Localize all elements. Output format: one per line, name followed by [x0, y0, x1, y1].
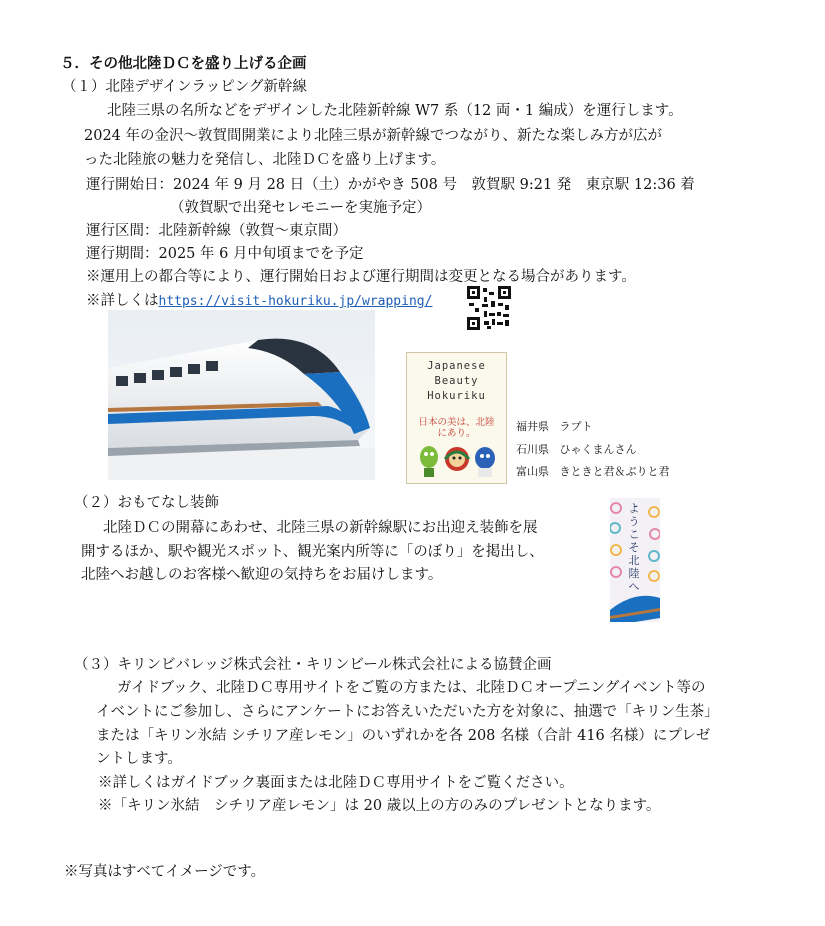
mascot-name: ラプト: [559, 420, 593, 433]
mascot-name: ひゃくまんさん: [559, 443, 637, 456]
start-date-line: 運行開始日：2024 年 9 月 28 日（土）かがやき 508 号 敦賀駅 9:21 発 東京駅 12:36 着: [86, 177, 695, 193]
mascot-pref: 富山県: [516, 465, 549, 478]
dc-poster: [406, 352, 507, 484]
route-line: 運行区間：北陸新幹線（敦賀～東京間）: [86, 223, 347, 239]
item3-line-2: イベントにご参加し、さらにアンケートにお答えいただいた方を対象に、抽選で「キリン生茶」: [96, 704, 719, 720]
item1-line-3: った北陸旅の魅力を発信し、北陸ＤＣを盛り上げます。: [84, 152, 446, 168]
start-date-note: （敦賀駅で出発セレモニーを実施予定）: [170, 200, 431, 216]
poster-title-2: Beauty: [434, 375, 479, 387]
mascot-row-1: [516, 418, 593, 434]
mascot-pref: 石川県: [516, 443, 549, 456]
mascot-row-3: [516, 463, 670, 479]
w7-train-image: [108, 310, 375, 480]
period-line: 運行期間：2025 年 6 月中旬頃までを予定: [86, 246, 364, 262]
mascot-pref: 福井県: [516, 420, 549, 433]
wrapping-link[interactable]: https://visit-hokuriku.jp/wrapping/: [158, 294, 433, 309]
item2-line-2: 開するほか、駅や観光スポット、観光案内所等に「のぼり」を掲出し、: [81, 544, 544, 560]
detail-line: [86, 289, 432, 310]
banner-text: ようこそ北陸へ: [628, 502, 640, 593]
poster-title-1: Japanese: [427, 360, 486, 372]
item1-line-2: 2024 年の金沢～敦賀間開業により北陸三県が新幹線でつながり、新たな楽しみ方が広が: [84, 128, 663, 144]
item1-line-1: 北陸三県の名所などをデザインした北陸新幹線 W7 系（12 両・1 編成）を運行します。: [107, 103, 683, 119]
item2-line-3: 北陸へお越しのお客様へ歓迎の気持ちをお届けします。: [81, 567, 443, 583]
section-heading: ５．その他北陸ＤＣを盛り上げる企画: [60, 55, 307, 72]
mascots-illustration: [415, 443, 499, 479]
item2-line-1: 北陸ＤＣの開幕にあわせ、北陸三県の新幹線駅にお出迎え装飾を展: [103, 520, 538, 536]
item1-heading: （１）北陸デザインラッピング新幹線: [62, 79, 307, 95]
mascot-name: きときと君＆ぶりと君: [559, 465, 670, 478]
poster-subtitle: 日本の美は、北陸にあり。: [418, 417, 495, 439]
nobori-banner: [610, 498, 660, 633]
item3-line-3: または「キリン氷結 シチリア産レモン」のいずれかを各 208 名様（合計 416 名様）にプレゼ: [96, 728, 711, 744]
item3-line-1: ガイドブック、北陸ＤＣ専用サイトをご覧の方または、北陸ＤＣオープニングイベント等の: [117, 680, 706, 696]
mascot-row-2: [516, 441, 637, 457]
item3-heading: （３）キリンビバレッジ株式会社・キリンビール株式会社による協賛企画: [74, 657, 552, 673]
poster-title-3: Hokuriku: [427, 390, 486, 402]
item3-note-1: ※詳しくはガイドブック裏面または北陸ＤＣ専用サイトをご覧ください。: [98, 775, 574, 791]
qr-code[interactable]: [467, 286, 511, 330]
train-photo: [108, 310, 375, 480]
change-note: ※運用上の都合等により、運行開始日および運行期間は変更となる場合があります。: [86, 269, 636, 285]
detail-prefix: ※詳しくは: [86, 293, 159, 309]
item2-heading: （２）おもてなし装飾: [74, 495, 219, 511]
photo-note: ※写真はすべてイメージです。: [64, 864, 266, 880]
item3-line-4: ントします。: [96, 751, 182, 767]
item3-note-2: ※「キリン氷結 シチリア産レモン」は 20 歳以上の方のみのプレゼントとなります。: [98, 798, 661, 814]
